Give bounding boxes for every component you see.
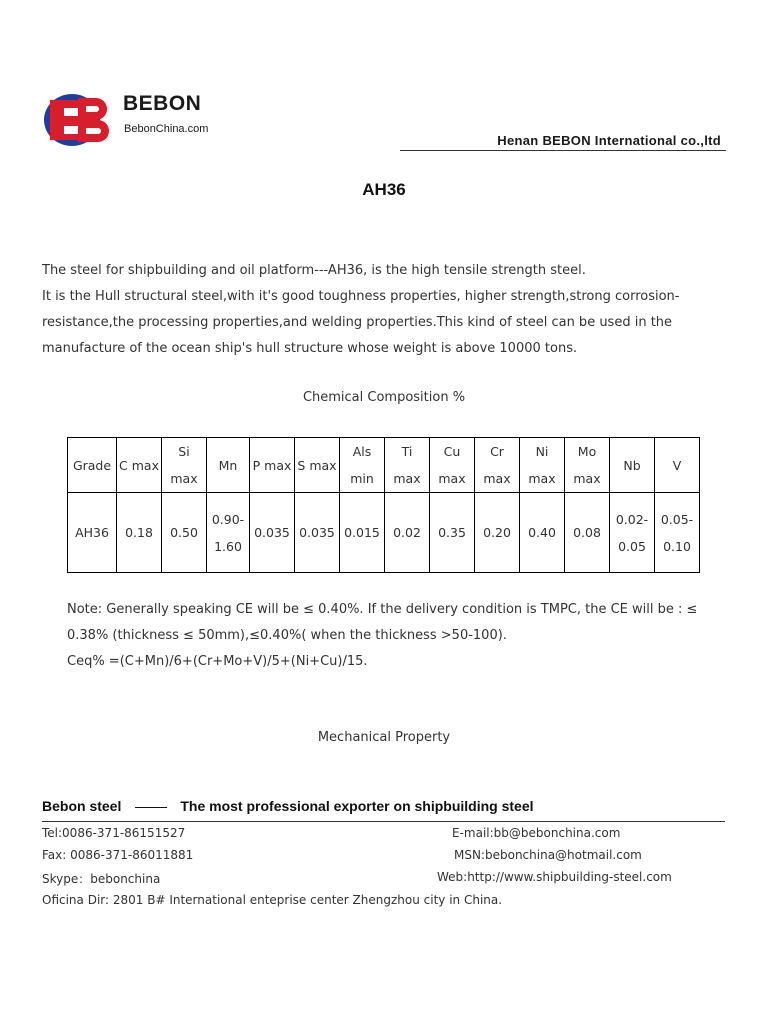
contact-skype: Skype：bebonchina	[42, 872, 161, 886]
intro-paragraph-1: The steel for shipbuilding and oil platform---AH36, is the high tensile strength steel.	[42, 263, 586, 278]
table-cell: 0.50	[162, 493, 207, 573]
table-cell: 0.02	[385, 493, 430, 573]
table-header-cell: Als min	[340, 438, 385, 493]
carbon-equivalent-note: Note: Generally speaking CE will be ≤ 0.40%. If the delivery condition is TMPC, the CE will be : ≤ 0.38% (thickness ≤ 50mm),≤0.40%( when the thickness >50-100).	[67, 602, 698, 643]
bebon-logo-icon	[42, 92, 112, 148]
table-cell: 0.20	[475, 493, 520, 573]
table-cell: 0.05-0.10	[655, 493, 700, 573]
contact-tel: Tel:0086-371-86151527	[42, 826, 186, 840]
table-cell: 0.40	[520, 493, 565, 573]
table-header-cell: Ti max	[385, 438, 430, 493]
company-name: Henan BEBON International co.,ltd	[497, 133, 721, 148]
table-header-cell: V	[655, 438, 700, 493]
table-header-row	[68, 438, 700, 493]
document-title: AH36	[362, 180, 406, 199]
contact-web: Web:http://www.shipbuilding-steel.com	[437, 870, 672, 884]
table-cell: 0.90-1.60	[207, 493, 250, 573]
chemical-composition-table	[67, 437, 700, 573]
table-cell: 0.35	[430, 493, 475, 573]
table-header-cell: C max	[117, 438, 162, 493]
table-header-cell: P max	[250, 438, 295, 493]
ceq-formula: Ceq% =(C+Mn)/6+(Cr+Mo+V)/5+(Ni+Cu)/15.	[67, 654, 368, 669]
table-header-cell: Cr max	[475, 438, 520, 493]
office-address: Oficina Dir: 2801 B# International enteprise center Zhengzhou city in China.	[42, 893, 503, 907]
tagline-dash	[135, 807, 167, 808]
table-cell: 0.015	[340, 493, 385, 573]
table-header-cell: Grade	[68, 438, 117, 493]
table-cell: 0.18	[117, 493, 162, 573]
footer-tagline	[42, 798, 534, 814]
header-divider	[400, 150, 726, 151]
brand-name: BEBON	[123, 92, 202, 115]
table-cell: 0.02-0.05	[610, 493, 655, 573]
intro-paragraph-2: It is the Hull structural steel,with it's good toughness properties, higher strength,strong corrosion-resistance,the processing properties,and welding properties.This kind of steel can be used in the manufacture of the ocean ship's hull structure whose weight is above 10000 tons.	[42, 289, 680, 356]
footer-slogan: The most professional exporter on shipbuilding steel	[180, 798, 534, 814]
table-cell: 0.08	[565, 493, 610, 573]
table-cell: 0.035	[295, 493, 340, 573]
brand-website: BebonChina.com	[124, 123, 209, 135]
mechanical-property-heading: Mechanical Property	[317, 730, 451, 745]
table-header-cell: Nb	[610, 438, 655, 493]
footer-brand: Bebon steel	[42, 798, 122, 814]
table-header-cell: Cu max	[430, 438, 475, 493]
table-row	[68, 493, 700, 573]
chemical-composition-heading: Chemical Composition %	[302, 390, 466, 405]
contact-fax: Fax: 0086-371-86011881	[42, 848, 194, 862]
contact-email: E-mail:bb@bebonchina.com	[452, 826, 621, 840]
table-header-cell: Mo max	[565, 438, 610, 493]
table-cell: 0.035	[250, 493, 295, 573]
table-header-cell: Mn	[207, 438, 250, 493]
table-cell: AH36	[68, 493, 117, 573]
contact-msn: MSN:bebonchina@hotmail.com	[454, 848, 642, 862]
table-header-cell: S max	[295, 438, 340, 493]
table-header-cell: Si max	[162, 438, 207, 493]
footer-divider	[42, 821, 725, 822]
table-header-cell: Ni max	[520, 438, 565, 493]
